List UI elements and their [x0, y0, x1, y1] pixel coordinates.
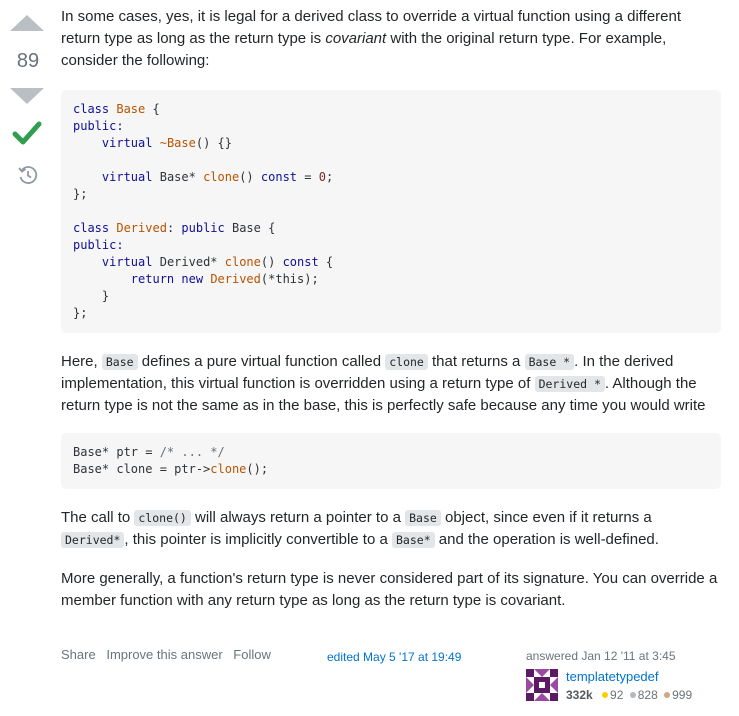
user-name-link[interactable]: templatetypedef	[566, 669, 659, 684]
paragraph-intro: In some cases, yes, it is legal for a derived class to override a virtual function using a different return type as long as the return type is covariant with the original return type. For example, consider the following:	[61, 8, 682, 70]
code-block-class-definitions: class Base { public: virtual ~Base() {} virtual Base* clone() const = 0; }; class Derived: public Base { public: virtual Derived* clone() const { return new Derived(*this); } };	[61, 90, 721, 333]
vote-cell	[0, 0, 56, 200]
gold-badge-icon	[602, 692, 608, 698]
bronze-badge-icon	[664, 692, 670, 698]
inline-code: Base	[405, 510, 441, 526]
post-menu	[61, 647, 278, 662]
emphasis-covariant: covariant	[325, 30, 387, 48]
inline-code: clone()	[134, 510, 190, 526]
user-card	[526, 649, 716, 702]
bronze-badge-count: 999	[672, 688, 693, 702]
share-link[interactable]: Share	[61, 647, 96, 662]
reputation-badges	[566, 688, 692, 702]
inline-code: clone	[385, 354, 428, 370]
follow-link[interactable]: Follow	[233, 647, 271, 662]
silver-badge-icon	[630, 692, 636, 698]
history-icon[interactable]	[17, 164, 39, 186]
inline-code: Base*	[392, 532, 435, 548]
paragraph-conclusion: More generally, a function's return type is never considered part of its signature. You can override a member function with any return type as long as the return type is covariant.	[61, 569, 718, 609]
post-footer	[61, 646, 721, 716]
code-block-usage: Base* ptr = /* ... */ Base* clone = ptr->clone();	[61, 433, 721, 489]
inline-code: Derived *	[535, 376, 605, 392]
vote-count: 89	[16, 50, 40, 72]
answered-timestamp: answered Jan 12 '11 at 3:45	[526, 649, 676, 663]
upvote-arrow-icon[interactable]	[10, 15, 44, 31]
answer-body	[61, 6, 721, 612]
inline-code: Derived*	[61, 532, 124, 548]
gold-badge-count: 92	[610, 688, 624, 702]
improve-answer-link[interactable]: Improve this answer	[106, 647, 223, 662]
paragraph-explanation: Here, Base defines a pure virtual function called clone that returns a Base * . In the derived implementation, this virtual function is overridden using a return type of Derived * . Although the return type is not the same as in the base, this is perfectly safe because any time you would write	[61, 352, 706, 415]
reputation-score: 332k	[566, 688, 593, 702]
accepted-checkmark-icon	[12, 119, 42, 147]
downvote-arrow-icon[interactable]	[10, 88, 44, 104]
paragraph-pointer-conversion: The call to clone() will always return a pointer to a Base object, since even if it returns a Derived* , this pointer is implicitly convertible to a Base* and the operation is well-defined.	[61, 509, 659, 549]
avatar[interactable]	[526, 669, 558, 701]
edited-timestamp-link[interactable]: edited May 5 '17 at 19:49	[327, 650, 462, 664]
silver-badge-count: 828	[637, 688, 658, 702]
inline-code: Base *	[525, 354, 575, 370]
inline-code: Base	[102, 354, 138, 370]
